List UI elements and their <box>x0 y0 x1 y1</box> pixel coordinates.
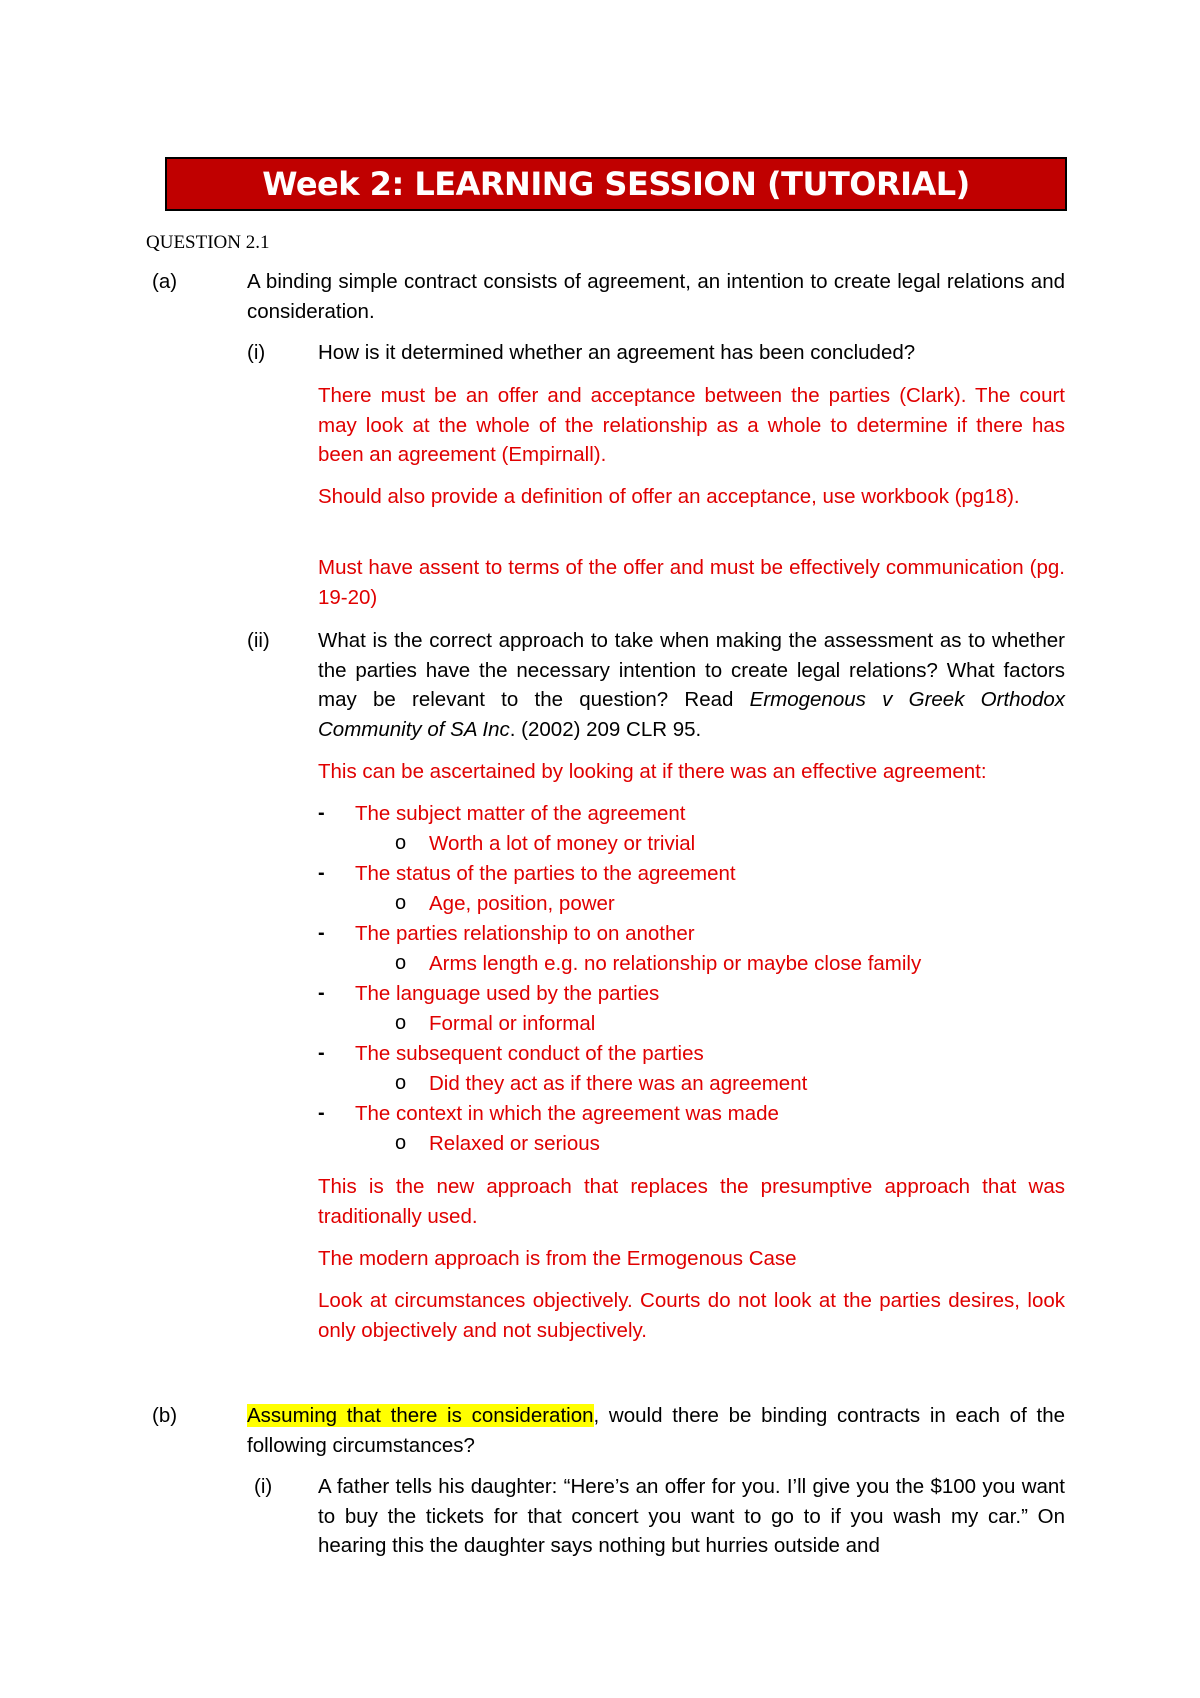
part-b-label: (b) <box>152 1404 178 1427</box>
question-text: What is the correct approach to take when making the assessment as to whether the parties have the necessary intention to create legal relations? What factors may be relevant to the question? Read <box>318 629 1065 711</box>
part-b-text <box>247 1401 1065 1460</box>
factor-main: The subject matter of the agreement <box>355 802 686 825</box>
highlighted-phrase: Assuming that there is consideration <box>247 1404 594 1427</box>
factor-main: The parties relationship to on another <box>355 922 695 945</box>
part-b-i-text: A father tells his daughter: “Here’s an offer for you. I’ll give you the $100 you want to buy the tickets for that concert you want to go to if you wash my car.” On hearing this the daughter says nothing but hurries outside and <box>318 1475 1065 1557</box>
conclusion-paragraph: This is the new approach that replaces the presumptive approach that was traditionally used. <box>318 1175 1065 1228</box>
part-a-label: (a) <box>152 270 178 293</box>
case-citation: Ermogenous v Greek Orthodox Community of SA Inc <box>318 688 1066 741</box>
part-b-question: , would there be binding contracts in each of the following circumstances? <box>247 1404 1065 1457</box>
dash-bullet: - <box>318 1042 325 1064</box>
dash-bullet: - <box>318 1102 325 1124</box>
circle-bullet: o <box>395 1012 407 1034</box>
circle-bullet: o <box>395 832 407 854</box>
circle-bullet: o <box>395 892 407 914</box>
part-a-i-question: How is it determined whether an agreement has been concluded? <box>318 341 916 364</box>
citation-tail: . (2002) 209 CLR 95. <box>509 717 702 741</box>
factor-sub: Age, position, power <box>429 892 615 915</box>
conclusion-paragraph: Look at circumstances objectively. Courts do not look at the parties desires, look only objectively and not subjectively. <box>318 1289 1065 1342</box>
dash-bullet: - <box>318 862 325 884</box>
circle-bullet: o <box>395 952 407 974</box>
dash-bullet: - <box>318 802 325 824</box>
answer-paragraph: There must be an offer and acceptance between the parties (Clark). The court may look at the whole of the relationship as a whole to determine if there has been an agreement (Empirnall). <box>318 384 1065 466</box>
circle-bullet: o <box>395 1132 407 1154</box>
factor-main: The context in which the agreement was made <box>355 1102 779 1125</box>
factor-sub: Relaxed or serious <box>429 1132 600 1155</box>
conclusion-paragraph: The modern approach is from the Ermogenous Case <box>318 1247 797 1270</box>
question-heading: QUESTION 2.1 <box>146 232 270 253</box>
answer-intro: This can be ascertained by looking at if there was an effective agreement: <box>318 760 987 783</box>
part-b-i-label: (i) <box>254 1475 273 1498</box>
part-a-text: A binding simple contract consists of agreement, an intention to create legal relations and consideration. <box>247 270 1065 323</box>
page-title: Week 2: LEARNING SESSION (TUTORIAL) <box>262 165 970 203</box>
answer-paragraph: Must have assent to terms of the offer and must be effectively communication (pg. 19-20) <box>318 556 1065 609</box>
dash-bullet: - <box>318 982 325 1004</box>
answer-paragraph: Should also provide a definition of offer an acceptance, use workbook (pg18). <box>318 485 1020 508</box>
dash-bullet: - <box>318 922 325 944</box>
part-a-ii-label: (ii) <box>247 629 270 652</box>
factor-sub: Arms length e.g. no relationship or maybe close family <box>429 952 922 975</box>
factor-main: The subsequent conduct of the parties <box>355 1042 704 1065</box>
circle-bullet: o <box>395 1072 407 1094</box>
factor-sub: Formal or informal <box>429 1012 596 1035</box>
part-a-i-label: (i) <box>247 341 266 364</box>
factor-main: The status of the parties to the agreement <box>355 862 736 885</box>
part-a-ii-question <box>318 626 1065 744</box>
factor-sub: Did they act as if there was an agreement <box>429 1072 808 1095</box>
title-banner <box>165 157 1067 211</box>
factor-main: The language used by the parties <box>355 982 660 1005</box>
factor-sub: Worth a lot of money or trivial <box>429 832 696 855</box>
